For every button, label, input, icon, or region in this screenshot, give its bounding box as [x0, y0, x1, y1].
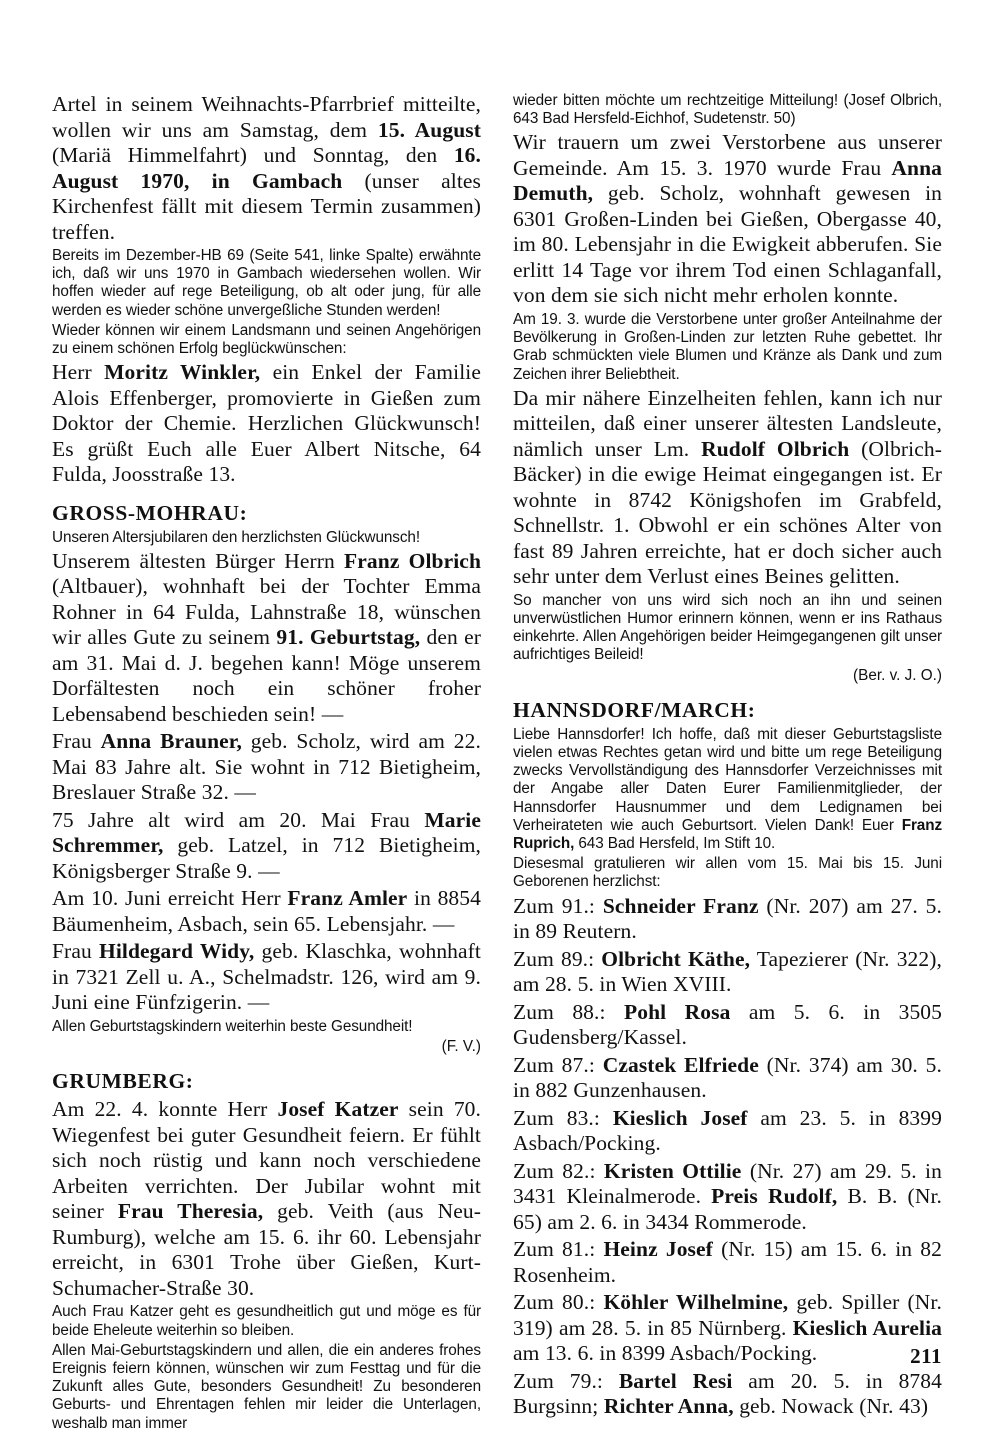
paragraph-zum80: Zum 80.: Köhler Wilhelmine, geb. Spiller (Nr. 319) am 28. 5. in 85 Nürnberg. Kieslich Aurelia am 13. 6. in 8399 Asbach/Pocking. [513, 1290, 942, 1366]
paragraph-zum82: Zum 82.: Kristen Ottilie (Nr. 27) am 29. 5. in 3431 Kleinalmerode. Preis Rudolf, B. B. (Nr. 65) am 2. 6. in 3434 Rommerode. [513, 1158, 942, 1234]
paragraph-zum87: Zum 87.: Czastek Elfriede (Nr. 374) am 30. 5. in 882 Gunzenhausen. [513, 1052, 942, 1103]
paragraph-birthday-wish: Allen Geburtstagskindern weiterhin beste Gesundheit! [52, 1017, 413, 1035]
paragraph-schremmer-text: 75 Jahre alt wird am 20. Mai Frau Marie Schremmer, geb. Latzel, in 712 Bietigheim, Königsberger Straße 9. — [52, 807, 481, 883]
paragraph-gross-mohrau-heading: GROSS-MOHRAU: [52, 500, 248, 525]
paragraph-artel-note: Bereits im Dezember-HB 69 (Seite 541, linke Spalte) erwähnte ich, daß wir uns 1970 in Gambach wiedersehen wollen. Wir hoffen wieder auf rege Beteiligung, ob alt oder jung, für alle werden es wieder schöne unvergeßliche Stunden werden! [52, 247, 481, 319]
left-column [52, 92, 481, 1433]
paragraph-hannsdorf-note: Liebe Hannsdorfer! Ich hoffe, daß mit dieser Geburtstagsliste vielen etwas Rechtes getan wird und bitte um rege Beteiligung zwecks Vervollständigung des Hannsdorfer Verzeichnisses mit der Angabe aller Daten Eurer Familienmitglieder, der Hannsdorfer Hausnummer und dem Ledignamen bei Verheirateten wie auch Geburtsort. Vielen Dank! Euer Franz Ruprich, 643 Bad Hersfeld, Im Stift 10. [513, 725, 942, 852]
paragraph-katzer-text: Am 22. 4. konnte Herr Josef Katzer sein 70. Wiegenfest bei guter Gesundheit feiern. Er fühlt sich noch rüstig und kann noch verschiedene Arbeiten verrichten. Der Jubilar wohnt mit seiner Frau Theresia, geb. Veith (aus Neu-Rumburg), welche am 15. 6. ihr 60. Lebensjahr erreicht, in 6301 Trohe über Gießen, Kurt-Schumacher-Straße 30. [52, 1097, 482, 1300]
paragraph-humor-note: So mancher von uns wird sich noch an ihn und seinen unverwüstlichen Humor erinnern können, wenn er ins Rathaus einkehrte. Allen Angehörigen beider Heimgegangenen gilt unser aufrichtiges Beileid! [513, 591, 942, 664]
paragraph-katzer-note: Auch Frau Katzer geht es gesundheitlich gut und möge es für beide Eheleute weiterhin so bleiben. [52, 1303, 481, 1339]
paragraph-mai-geburtstag-note: Allen Mai-Geburtstagskindern und allen, die ein anderes frohes Ereignis feiern können, wünschen wir zum Festtag und für die Zukunft alles Gute, besonders Gesundheit! Zu besonderen Geburts- und Ehrentagen fehlen mir leider die Unterlagen, weshalb man immer [52, 1341, 481, 1432]
paragraph-zum79: Zum 79.: Bartel Resi am 20. 5. in 8784 Burgsinn; Richter Anna, geb. Nowack (Nr. 43) [513, 1368, 942, 1419]
paragraph-hannsdorf-note2: Diesesmal gratulieren wir allen vom 15. Mai bis 15. Juni Geborenen herzlichst: [513, 855, 942, 891]
paragraph-zum83: Zum 83.: Kieslich Josef am 23. 5. in 8399 Asbach/Pocking. [513, 1105, 942, 1156]
paragraph-zum89: Zum 89.: Olbricht Käthe, Tapezierer (Nr. 322), am 28. 5. in Wien XVIII. [513, 946, 942, 997]
paragraph-amler-text: Am 10. Juni erreicht Herr Franz Amler in 8854 Bäumenheim, Asbach, sein 65. Lebensjahr. — [52, 886, 481, 936]
paragraph-zum81: Zum 81.: Heinz Josef (Nr. 15) am 15. 6. in 82 Rosenheim. [513, 1237, 942, 1287]
paragraph-gross-mohrau-note: Unseren Altersjubilaren den herzlichsten Glückwunsch! [52, 528, 420, 546]
paragraph-widy-text: Frau Hildegard Widy, geb. Klaschka, wohnhaft in 7321 Zell u. A., Schelmadstr. 126, wird am 9. Juni eine Fünfzigerin. — [52, 939, 482, 1015]
paragraph-zum88: Zum 88.: Pohl Rosa am 5. 6. in 3505 Gudensberg/Kassel. [513, 999, 942, 1050]
paragraph-winkler-text: Herr Moritz Winkler, ein Enkel der Familie Alois Effenberger, promovierte in Gießen zum Doktor der Chemie. Herzlichen Glückwunsch! Es grüßt Euch alle Euer Albert Nitsche, 64 Fulda, Joosstraße 13. [52, 360, 481, 487]
paragraph-demuth-text: Wir trauern um zwei Verstorbene aus unserer Gemeinde. Am 15. 3. 1970 wurde Frau Anna Demuth, geb. Scholz, wohnhaft gewesen in 6301 Großen-Linden bei Gießen, Obergasse 40, im 80. Lebensjahr in die Ewigkeit abberufen. Sie erlitt 14 Tage vor ihrem Tod einen Schlaganfall, von dem sie sich nicht mehr erholen konnte. [513, 130, 942, 308]
two-column-layout [52, 92, 942, 1433]
paragraph-sig-ber: (Ber. v. J. O.) [853, 666, 942, 684]
paragraph-olbrich-request: wieder bitten möchte um rechtzeitige Mitteilung! (Josef Olbrich, 643 Bad Hersfeld-Eichhof, Sudetenstr. 50) [513, 92, 942, 128]
right-column [513, 92, 942, 1420]
paragraph-rudolf-olbrich-text: Da mir nähere Einzelheiten fehlen, kann ich nur mitteilen, daß einer unserer ältesten Landsleute, nämlich unser Lm. Rudolf Olbrich (Olbrich-Bäcker) in die ewige Heimat eingegangen ist. Er wohnte in 8742 Königshofen im Grabfeld, Schnellstr. 1. Obwohl er ein schönes Alter von fast 89 Jahren erreichte, hat er doch sicher auch sehr unter dem Verlust eines Beines gelitten. [513, 385, 943, 589]
paragraph-zum91: Zum 91.: Schneider Franz (Nr. 207) am 27. 5. in 89 Reutern. [513, 893, 942, 944]
paragraph-brauner-text: Frau Anna Brauner, geb. Scholz, wird am 22. Mai 83 Jahre alt. Sie wohnt in 712 Bietigheim, Breslauer Straße 32. — [52, 729, 481, 805]
paragraph-olbrich-text: Unserem ältesten Bürger Herrn Franz Olbrich (Altbauer), wohnhaft bei der Tochter Emma Rohner in 64 Fulda, Lahnstraße 18, wünschen wir alles Gute zu seinem 91. Geburtstag, den er am 31. Mai d. J. begehen kann! Möge unserem Dorfältesten noch ein schöner froher Lebensabend beschieden sein! — [52, 548, 481, 726]
paragraph-sig-fv: (F. V.) [441, 1038, 481, 1056]
page-number: 211 [910, 1344, 942, 1368]
paragraph-grumberg-heading: GRUMBERG: [52, 1069, 194, 1094]
paragraph-demuth-note: Am 19. 3. wurde die Verstorbene unter großer Anteilnahme der Bevölkerung in Großen-Linden zur letzten Ruhe gebettet. Ihr Grab schmückten viele Blumen und Kränze als Dank und zum Zeichen ihrer Beliebtheit. [513, 310, 942, 383]
paragraph-winkler-note: Wieder können wir einem Landsmann und seinen Angehörigen zu einem schönen Erfolg beglückwünschen: [52, 321, 481, 358]
paragraph-artel-intro: Artel in seinem Weihnachts-Pfarrbrief mitteilte, wollen wir uns am Samstag, dem 15. August (Mariä Himmelfahrt) und Sonntag, den 16. August 1970, in Gambach (unser altes Kirchenfest fällt mit diesem Termin zusammen) treffen. [52, 92, 481, 244]
paragraph-hannsdorf-heading: HANNSDORF/MARCH: [513, 697, 756, 722]
